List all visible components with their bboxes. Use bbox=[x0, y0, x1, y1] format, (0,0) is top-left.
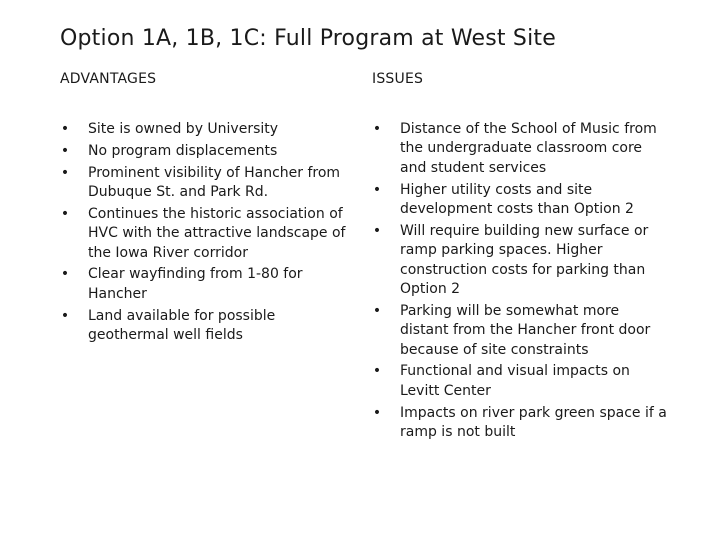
issue-text: Impacts on river park green space if a ramp is not built bbox=[400, 404, 667, 441]
advantage-text: Land available for possible geothermal well fields bbox=[88, 307, 276, 344]
list-item bbox=[372, 302, 672, 360]
bullet-icon: • bbox=[372, 302, 382, 319]
advantage-text: Continues the historic association of HVC with the attractive landscape of the Iowa River corridor bbox=[88, 205, 346, 261]
issues-heading: ISSUES bbox=[372, 71, 424, 87]
list-item bbox=[372, 120, 672, 178]
list-item bbox=[372, 222, 672, 300]
advantages-heading: ADVANTAGES bbox=[60, 71, 157, 87]
list-item bbox=[60, 307, 360, 346]
page-title: Option 1A, 1B, 1C: Full Program at West Site bbox=[60, 26, 556, 51]
list-item bbox=[372, 181, 672, 220]
advantage-text: Prominent visibility of Hancher from Dubuque St. and Park Rd. bbox=[88, 164, 341, 200]
list-item bbox=[60, 205, 360, 263]
bullet-icon: • bbox=[60, 142, 70, 159]
advantage-text: No program displacements bbox=[88, 142, 278, 159]
bullet-icon: • bbox=[372, 363, 382, 380]
bullet-icon: • bbox=[60, 164, 70, 181]
advantage-text: Clear wayfinding from 1-80 for Hancher bbox=[88, 266, 303, 302]
issue-text: Distance of the School of Music from the undergraduate classroom core and student services bbox=[400, 121, 657, 176]
list-item bbox=[60, 164, 360, 203]
bullet-icon: • bbox=[60, 266, 70, 283]
advantages-list bbox=[60, 120, 360, 345]
issue-text: Higher utility costs and site development costs than Option 2 bbox=[400, 181, 634, 218]
bullet-icon: • bbox=[372, 181, 382, 198]
bullet-icon: • bbox=[60, 121, 70, 137]
advantage-text: Site is owned by University bbox=[88, 121, 279, 137]
issue-text: Will require building new surface or ramp parking spaces. Higher construction costs for parking than Option 2 bbox=[400, 222, 649, 298]
issues-list bbox=[372, 120, 672, 442]
bullet-icon: • bbox=[372, 121, 382, 137]
list-item bbox=[372, 404, 672, 443]
issue-text: Parking will be somewhat more distant from the Hancher front door because of site constraints bbox=[400, 302, 651, 358]
bullet-icon: • bbox=[372, 404, 382, 421]
list-item bbox=[60, 120, 360, 139]
bullet-icon: • bbox=[60, 205, 70, 222]
advantages-column bbox=[60, 70, 360, 348]
bullet-icon: • bbox=[60, 307, 70, 324]
list-item bbox=[372, 362, 672, 401]
bullet-icon: • bbox=[372, 222, 382, 239]
issues-column bbox=[372, 70, 672, 445]
list-item bbox=[60, 142, 360, 161]
issue-text: Functional and visual impacts on Levitt Center bbox=[400, 363, 630, 399]
list-item bbox=[60, 265, 360, 304]
